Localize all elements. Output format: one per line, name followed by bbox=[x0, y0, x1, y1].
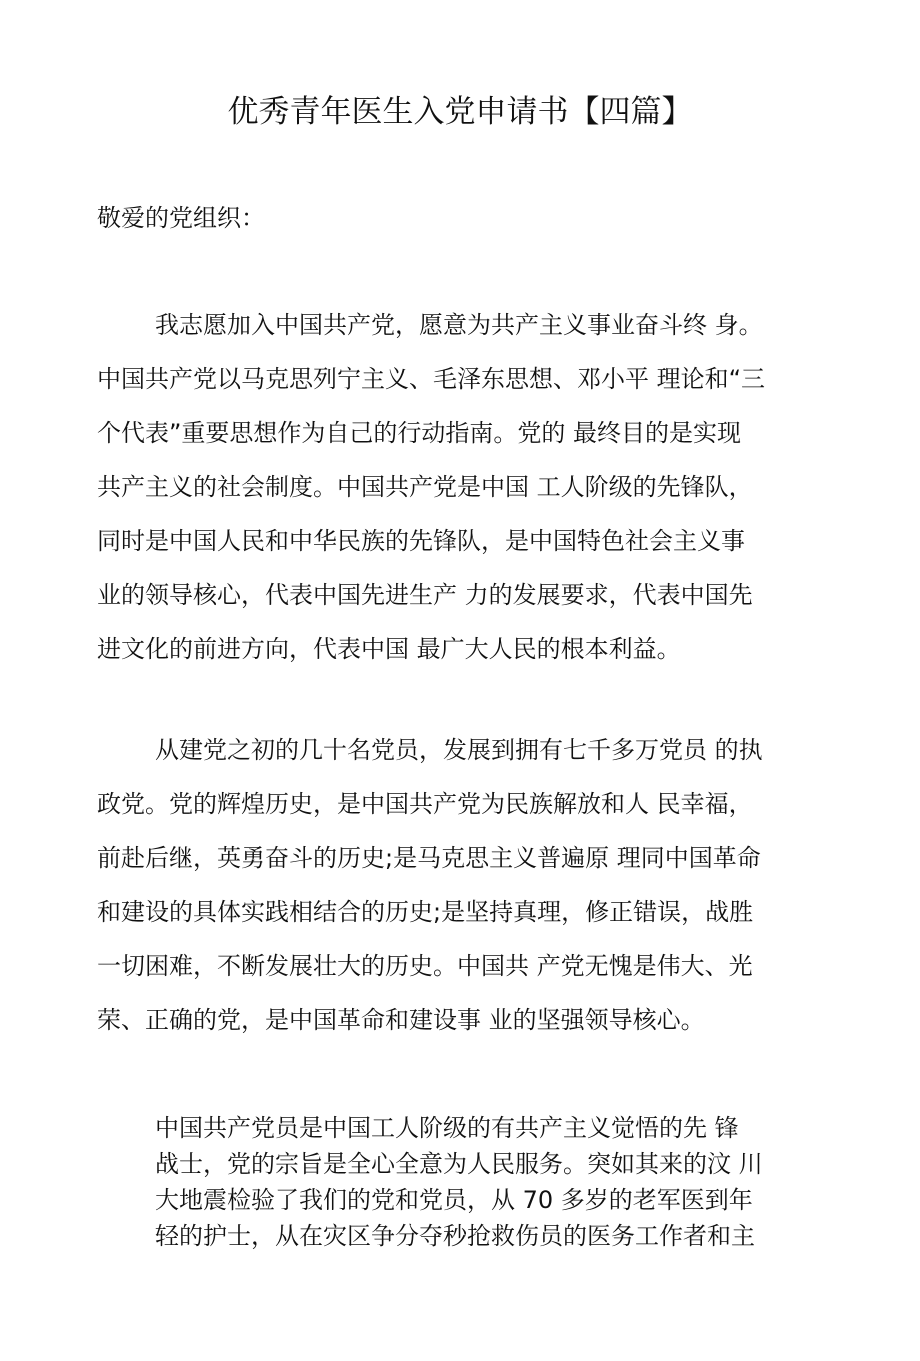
paragraph-3 bbox=[97, 1110, 842, 1254]
paragraph-line: 中国共产党员是中国工人阶级的有共产主义觉悟的先 锋 bbox=[155, 1114, 739, 1142]
paragraph-line: 进文化的前进方向，代表中国 最广大人民的根本利益。 bbox=[97, 635, 681, 663]
paragraph-line: 我志愿加入中国共产党，愿意为共产主义事业奋斗终 身。 bbox=[155, 311, 763, 339]
paragraph-line: 政党。党的辉煌历史，是中国共产党为民族解放和人 民幸福， bbox=[97, 790, 753, 818]
salutation: 敬爱的党组织： bbox=[97, 204, 265, 232]
paragraph-line: 荣、正确的党，是中国革命和建设事 业的坚强领导核心。 bbox=[97, 1006, 705, 1034]
paragraph-line: 和建设的具体实践相结合的历史;是坚持真理，修正错误，战胜 bbox=[97, 898, 754, 926]
paragraph-1 bbox=[97, 298, 842, 676]
paragraph-2 bbox=[97, 723, 842, 1047]
paragraph-line: 共产主义的社会制度。中国共产党是中国 工人阶级的先锋队， bbox=[97, 473, 753, 501]
paragraph-line: 从建党之初的几十名党员，发展到拥有七千多万党员 的执 bbox=[155, 736, 763, 764]
paragraph-line: 同时是中国人民和中华民族的先锋队，是中国特色社会主义事 bbox=[97, 527, 745, 555]
document-title: 优秀青年医生入党申请书【四篇】 bbox=[227, 94, 693, 130]
paragraph-line: 一切困难，不断发展壮大的历史。中国共 产党无愧是伟大、光 bbox=[97, 952, 753, 980]
paragraph-line: 大地震检验了我们的党和党员，从 70 多岁的老军医到年 bbox=[155, 1186, 753, 1214]
paragraph-line: 业的领导核心，代表中国先进生产 力的发展要求，代表中国先 bbox=[97, 581, 753, 609]
paragraph-line: 轻的护士，从在灾区争分夺秒抢救伤员的医务工作者和主 bbox=[155, 1222, 755, 1250]
paragraph-line: 前赴后继，英勇奋斗的历史;是马克思主义普遍原 理同中国革命 bbox=[97, 844, 761, 872]
paragraph-line: 战士，党的宗旨是全心全意为人民服务。突如其来的汶 川 bbox=[155, 1150, 763, 1178]
paragraph-line: 个代表”重要思想作为自己的行动指南。党的 最终目的是实现 bbox=[97, 419, 742, 447]
paragraph-line: 中国共产党以马克思列宁主义、毛泽东思想、邓小平 理论和“三 bbox=[97, 365, 766, 393]
